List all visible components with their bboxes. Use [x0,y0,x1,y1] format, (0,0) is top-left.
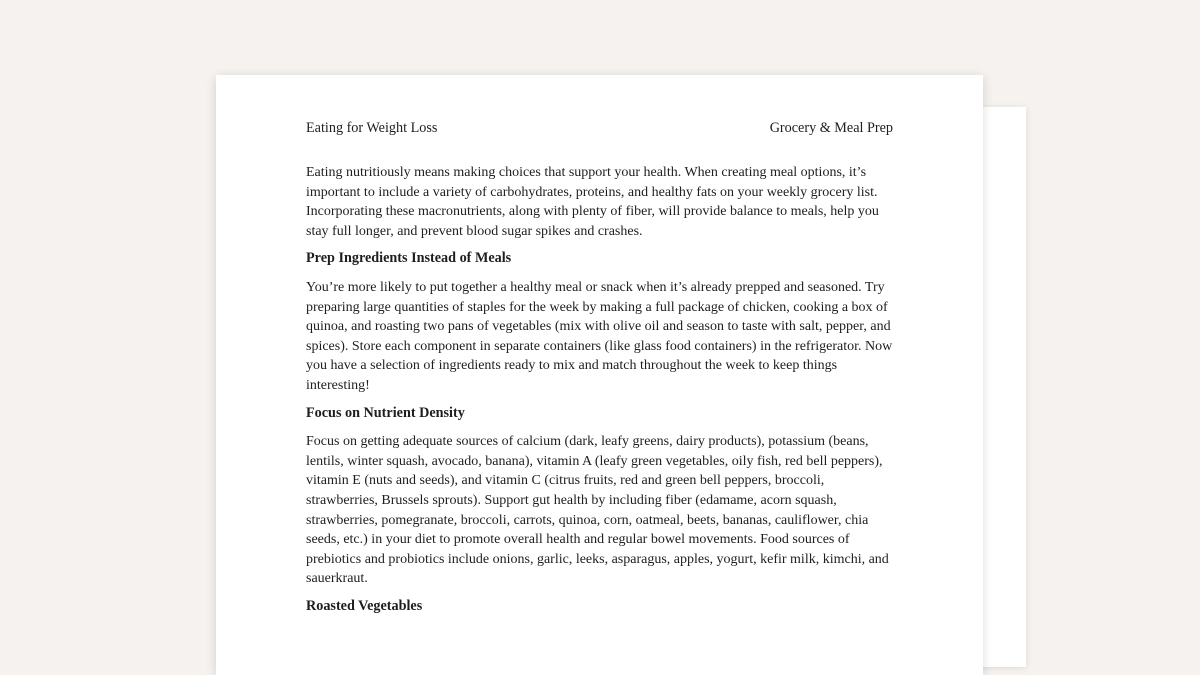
section-body-prep: You’re more likely to put together a healthy meal or snack when it’s already prepped and seasoned. Try preparing large quantities of staples for the week by making a full package of chicken, cooking a box of quinoa, and roasting two pans of vegetables (mix with olive oil and season to taste with salt, pepper, and spices). Store each component in separate containers (like glass food containers) in the refrigerator. Now you have a selection of ingredients ready to mix and match throughout the week to keep things interesting! [306,279,893,393]
section-heading-roasted-vegetables: Roasted Vegetables [306,597,423,614]
section-heading-prep: Prep Ingredients Instead of Meals [306,250,512,267]
header-left-title: Eating for Weight Loss [306,120,438,136]
running-header [306,119,893,137]
section-body-nutrient-density: Focus on getting adequate sources of calcium (dark, leafy greens, dairy products), potassium (beans, lentils, winter squash, avocado, banana), vitamin A (leafy green vegetables, oily fish, red bell peppers), vitamin E (nuts and seeds), and vitamin C (citrus fruits, red and green bell peppers, broccoli, strawberries, Brussels sprouts). Support gut health by including fiber (edamame, acorn squash, strawberries, pomegranate, broccoli, carrots, quinoa, corn, oatmeal, beets, bananas, cauliflower, chia seeds, etc.) in your diet to promote overall health and regular bowel movements. Food sources of prebiotics and probiotics include onions, garlic, leeks, asparagus, apples, yogurt, kefir milk, kimchi, and sauerkraut. [306,434,889,587]
intro-paragraph: Eating nutritiously means making choices that support your health. When creating meal options, it’s important to include a variety of carbohydrates, proteins, and healthy fats on your weekly grocery list. Incorporating these macronutrients, along with plenty of fiber, will provide balance to meals, help you stay full longer, and prevent blood sugar spikes and crashes. [306,165,879,239]
section-heading-nutrient-density: Focus on Nutrient Density [306,404,465,421]
document-body [306,163,893,625]
document-page [216,75,983,675]
header-right-title: Grocery & Meal Prep [769,120,893,136]
